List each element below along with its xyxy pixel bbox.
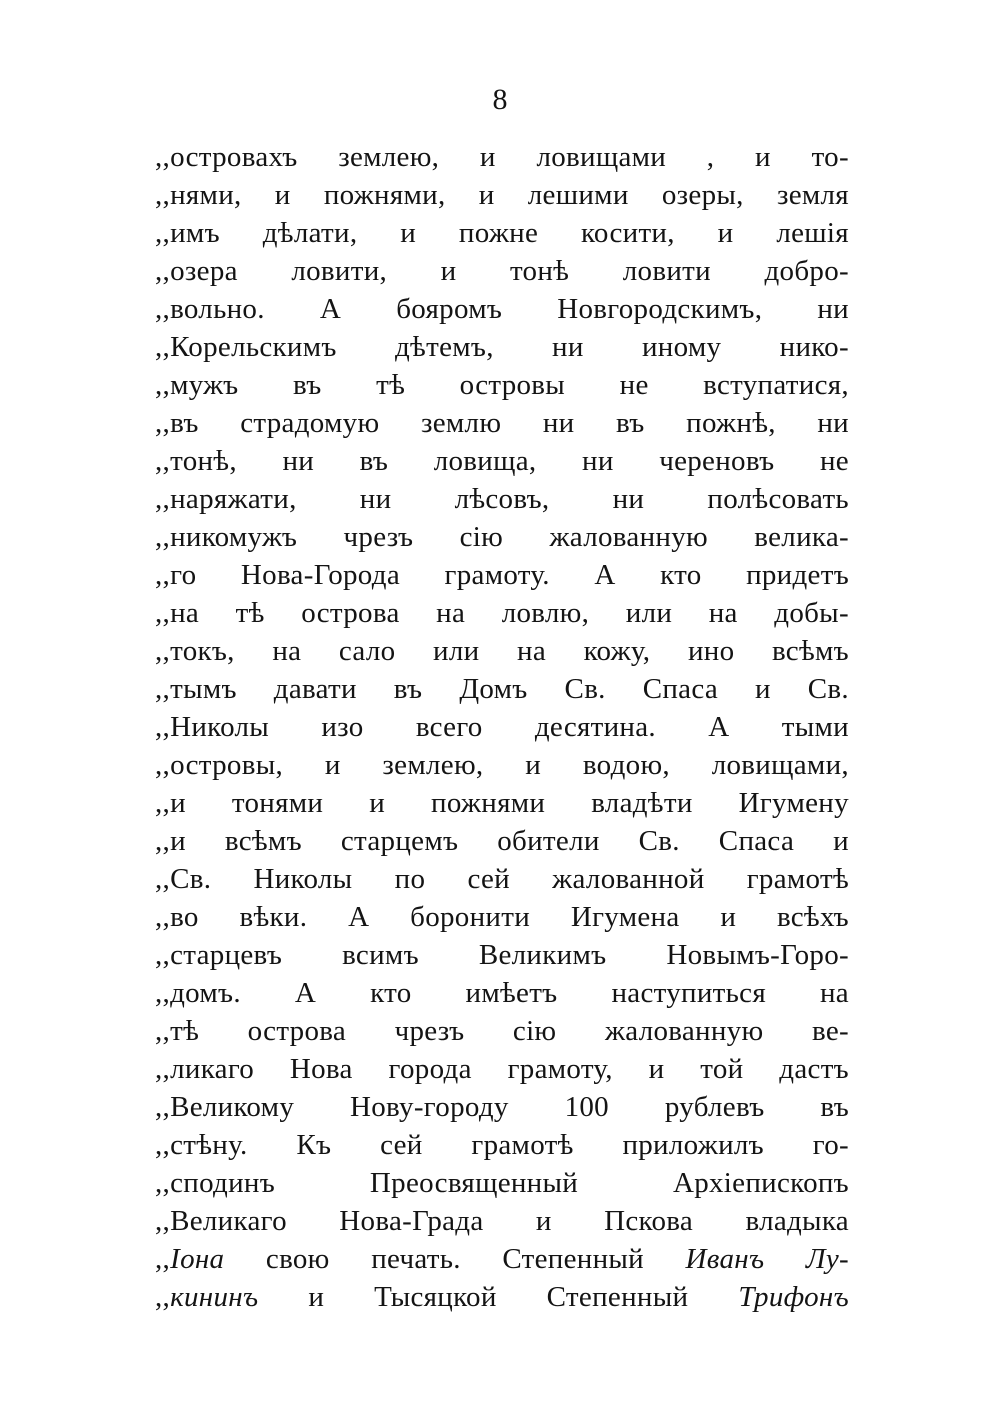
- text-line: ,,тонѣ, ни въ ловища, ни череновъ не: [155, 445, 849, 477]
- text-line: ,,во вѣки. А боронити Игумена и всѣхъ: [155, 901, 849, 933]
- text-line: ,,Корельскимъ дѣтемъ, ни иному нико-: [155, 331, 849, 363]
- body-text: [155, 138, 849, 1316]
- page-number: 8: [492, 83, 508, 116]
- text-line: ,,Іона свою печать. Степенный Иванъ Лу-: [155, 1243, 849, 1275]
- text-line: ,,островы, и землею, и водою, ловищами,: [155, 749, 849, 781]
- text-line: ,,озера ловити, и тонѣ ловити добро-: [155, 255, 849, 287]
- text-line: ,,Николы изо всего десятина. А тыми: [155, 711, 849, 743]
- text-line: ,,и тонями и пожнями владѣти Игумену: [155, 787, 849, 819]
- text-line: ,,стѣну. Къ сей грамотѣ приложилъ го-: [155, 1129, 849, 1161]
- text-line: ,,тымъ давати въ Домъ Св. Спаса и Св.: [155, 673, 849, 705]
- text-line: ,,ликаго Нова города грамоту, и той дастъ: [155, 1053, 849, 1085]
- text-line: ,,на тѣ острова на ловлю, или на добы-: [155, 597, 849, 629]
- text-line: ,,Св. Николы по сей жалованной грамотѣ: [155, 863, 849, 895]
- text-line: ,,имъ дѣлати, и пожне косити, и лешія: [155, 217, 849, 249]
- text-line: ,,островахъ землею, и ловищами , и то-: [155, 141, 849, 173]
- text-line: ,,Великому Нову-городу 100 рублевъ въ: [155, 1091, 849, 1123]
- text-line: ,,кининъ и Тысяцкой Степенный Трифонъ: [155, 1281, 849, 1313]
- text-line: ,,наряжати, ни лѣсовъ, ни полѣсовать: [155, 483, 849, 515]
- text-line: ,,Великаго Нова-Града и Пскова владыка: [155, 1205, 849, 1237]
- text-line: ,,и всѣмъ старцемъ обители Св. Спаса и: [155, 825, 849, 857]
- text-line: ,,никомужъ чрезъ сію жалованную велика-: [155, 521, 849, 553]
- text-line: ,,въ страдомую землю ни въ пожнѣ, ни: [155, 407, 849, 439]
- text-line: ,,нями, и пожнями, и лешими озеры, земля: [155, 179, 849, 211]
- text-line: ,,мужъ въ тѣ островы не вступатися,: [155, 369, 849, 401]
- text-line: ,,домъ. А кто имѣетъ наступиться на: [155, 977, 849, 1009]
- text-line: ,,вольно. А бояромъ Новгородскимъ, ни: [155, 293, 849, 325]
- text-line: ,,старцевъ всимъ Великимъ Новымъ-Горо-: [155, 939, 849, 971]
- text-line: ,,тѣ острова чрезъ сію жалованную ве-: [155, 1015, 849, 1047]
- text-line: ,,сподинъ Преосвященный Архіепископъ: [155, 1167, 849, 1199]
- text-line: ,,токъ, на сало или на кожу, ино всѣмъ: [155, 635, 849, 667]
- text-line: ,,го Нова-Города грамоту. А кто придетъ: [155, 559, 849, 591]
